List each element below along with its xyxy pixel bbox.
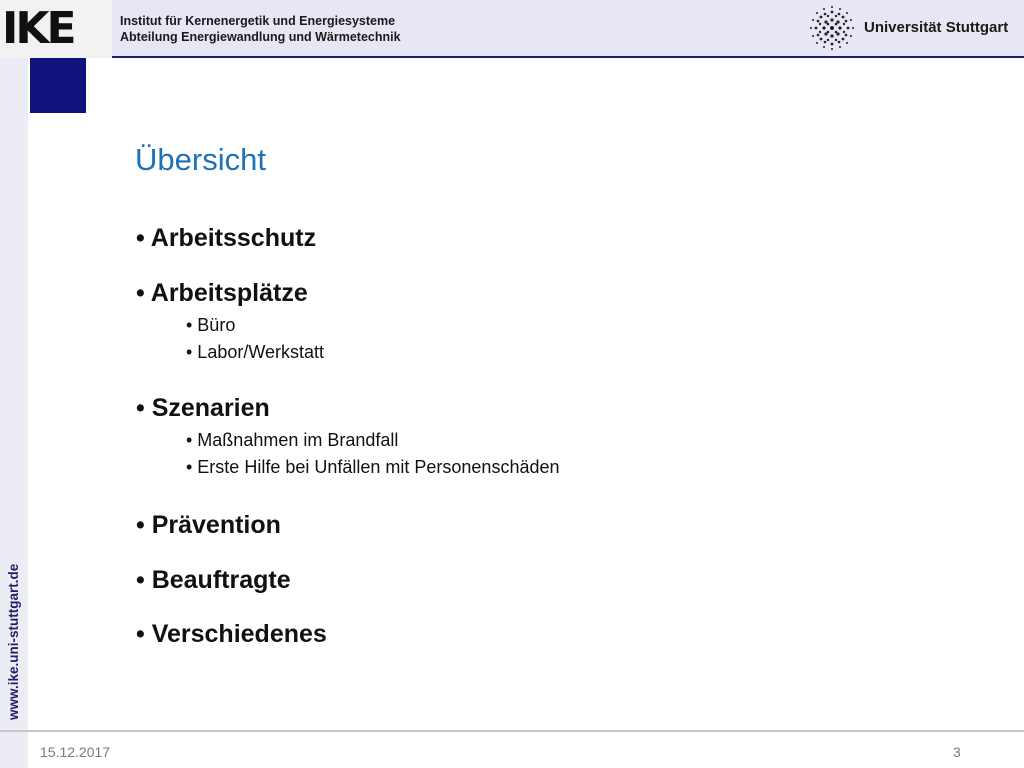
website-url[interactable]: www.ike.uni-stuttgart.de xyxy=(6,563,21,720)
footer-left-strip xyxy=(0,732,28,768)
subbullet-buero: • Büro xyxy=(186,315,236,335)
slide-title: Übersicht xyxy=(135,142,266,177)
institute-line-2: Abteilung Energiewandlung und Wärmetechnik xyxy=(120,30,401,44)
subbullet-erste-hilfe: • Erste Hilfe bei Unfällen mit Personenschäden xyxy=(186,457,560,477)
bullet-verschiedenes: • Verschiedenes xyxy=(136,620,327,648)
footer-date: 15.12.2017 xyxy=(40,744,111,760)
bullet-arbeitsplaetze: • Arbeitsplätze xyxy=(136,279,308,307)
university-name: Universität Stuttgart xyxy=(864,19,1009,36)
bullet-szenarien: • Szenarien xyxy=(136,394,270,422)
footer-divider xyxy=(0,730,1024,732)
blue-accent-square xyxy=(30,58,86,113)
subbullet-labor-werkstatt: • Labor/Werkstatt xyxy=(186,342,325,362)
university-seal-icon xyxy=(808,4,856,52)
page-number: 3 xyxy=(953,744,961,760)
ike-logo-text: IKE xyxy=(2,3,74,54)
institute-name xyxy=(120,13,401,45)
bullet-arbeitsschutz: • Arbeitsschutz xyxy=(136,224,317,252)
bullet-praevention: • Prävention xyxy=(136,511,281,539)
ike-logo xyxy=(0,0,112,58)
institute-line-1: Institut für Kernenergetik und Energiesysteme xyxy=(120,14,396,28)
bullet-beauftragte: • Beauftragte xyxy=(136,566,291,594)
subbullet-brandfall: • Maßnahmen im Brandfall xyxy=(186,430,399,450)
